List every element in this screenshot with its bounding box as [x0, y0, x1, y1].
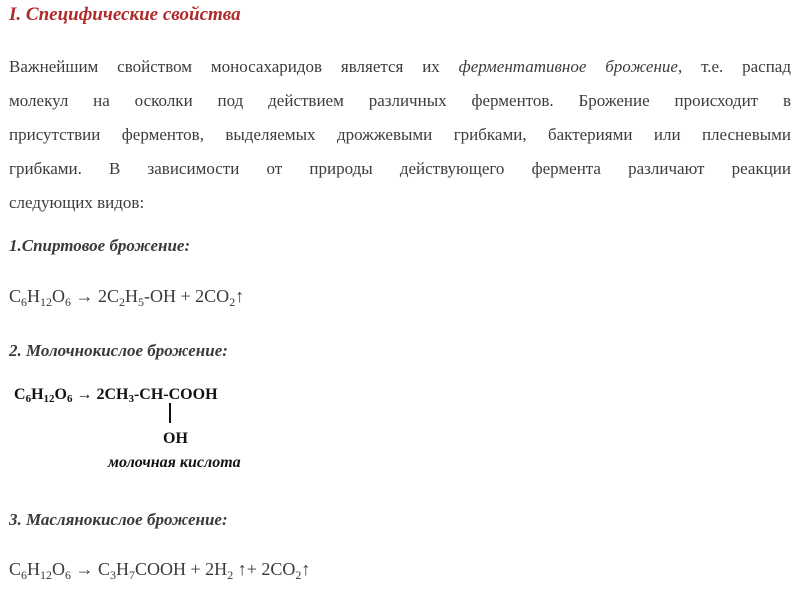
eq-part: C — [9, 559, 22, 579]
intro-paragraph — [9, 50, 791, 220]
eq-part: → C — [71, 559, 111, 579]
lactic-fermentation-title: 2. Молочнокислое брожение: — [9, 341, 228, 360]
single-bond-line — [169, 403, 171, 423]
eq-subscript: 5 — [138, 295, 145, 309]
eq-part: C — [9, 286, 22, 306]
eq-part: ↑ — [235, 286, 245, 306]
eq-subscript: 3 — [110, 568, 117, 582]
intro-line-2: молекул на осколки под действием различных ферментов. Брожение происходит в — [9, 91, 791, 110]
intro-text: Важнейшим свойством моносахаридов является их — [9, 57, 459, 76]
section-title: I. Специфические свойства — [9, 4, 241, 25]
eq-subscript: 6 — [66, 393, 73, 405]
hydroxyl-group: OH — [163, 430, 188, 447]
eq-part: C — [14, 386, 26, 403]
eq-part: → 2C — [71, 286, 120, 306]
eq-subscript: 3 — [128, 393, 134, 405]
eq-part: O — [54, 386, 67, 403]
emphasis-term: ферментативное брожение — [458, 57, 678, 76]
alcoholic-equation — [9, 286, 244, 307]
eq-part: -CH-COOH — [133, 386, 218, 403]
eq-subscript: 2 — [295, 568, 302, 582]
eq-part: H — [125, 286, 139, 306]
eq-part: ↑ — [301, 559, 311, 579]
eq-subscript: 12 — [43, 393, 55, 405]
eq-subscript: 6 — [65, 295, 72, 309]
eq-part: H — [31, 386, 44, 403]
eq-part: -OH + 2CO — [144, 286, 230, 306]
eq-part: H — [27, 286, 41, 306]
eq-subscript: 6 — [21, 568, 28, 582]
lactic-acid-caption: молочная кислота — [108, 454, 241, 471]
intro-line-3: присутствии ферментов, выделяемых дрожжевыми грибками, бактериями или плесневыми — [9, 125, 791, 144]
eq-subscript: 6 — [21, 295, 28, 309]
eq-part: O — [52, 559, 66, 579]
eq-part: O — [52, 286, 66, 306]
eq-subscript: 6 — [25, 393, 32, 405]
eq-subscript: 2 — [119, 295, 126, 309]
eq-part: ↑+ 2CO — [233, 559, 296, 579]
eq-subscript: 2 — [229, 295, 236, 309]
intro-text: , т.е. распад — [677, 57, 791, 76]
eq-subscript: 6 — [65, 568, 72, 582]
intro-line-5: следующих видов: — [9, 193, 145, 212]
eq-subscript: 12 — [40, 295, 53, 309]
lactic-equation — [14, 386, 218, 404]
eq-part: H — [116, 559, 130, 579]
eq-subscript: 12 — [40, 568, 53, 582]
butyric-equation — [9, 559, 310, 580]
eq-part: H — [27, 559, 41, 579]
eq-subscript: 7 — [129, 568, 136, 582]
eq-part: → 2CH — [72, 386, 129, 403]
intro-line-1 — [9, 50, 791, 84]
eq-subscript: 2 — [227, 568, 234, 582]
alcoholic-fermentation-title: 1.Спиртовое брожение: — [9, 236, 191, 255]
eq-part: COOH + 2H — [135, 559, 228, 579]
intro-line-4: грибками. В зависимости от природы действующего фермента различают реакции — [9, 159, 791, 178]
butyric-fermentation-title: 3. Маслянокислое брожение: — [9, 510, 228, 529]
